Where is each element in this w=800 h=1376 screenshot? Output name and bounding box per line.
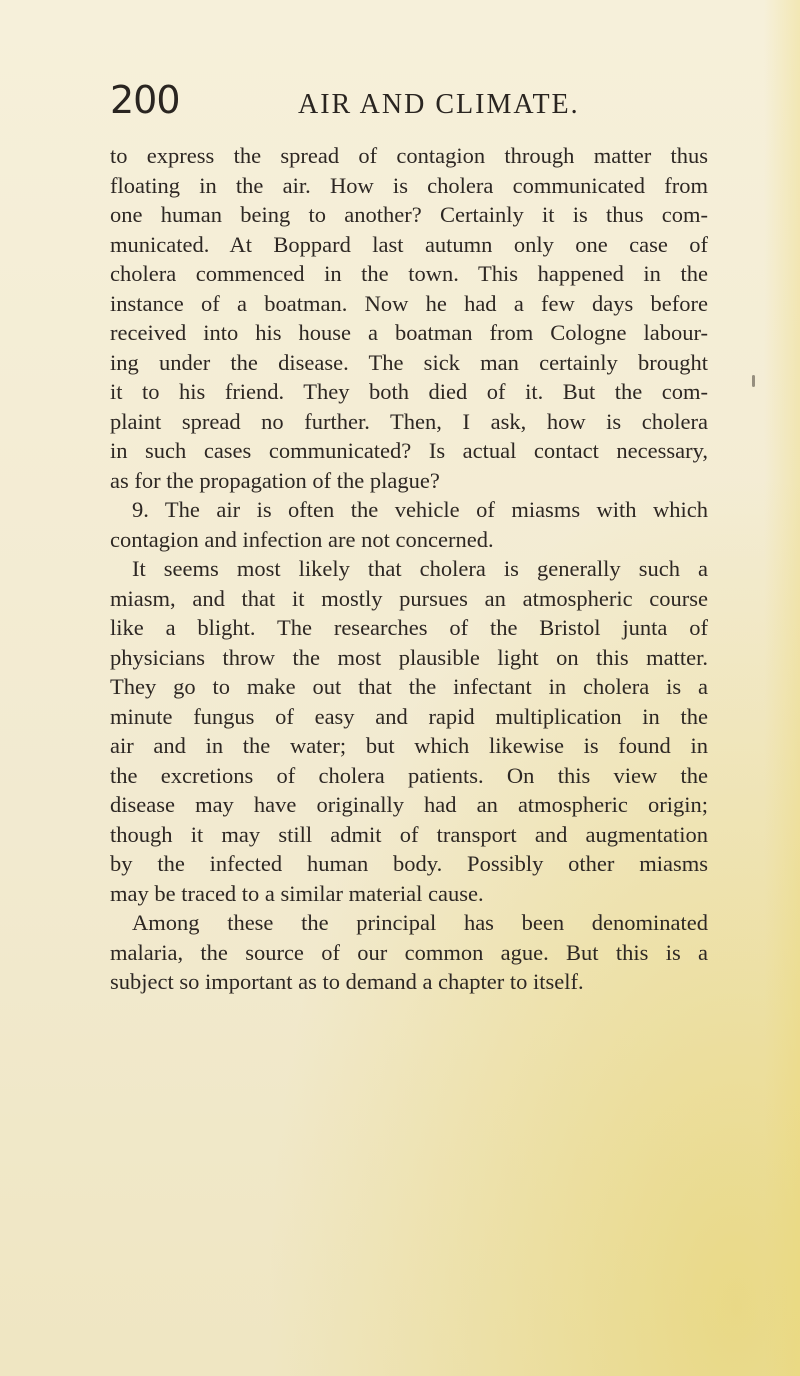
text-line: to express the spread of contagion through matter thus xyxy=(110,143,708,168)
text-line: minute fungus of easy and rapid multiplication in the xyxy=(110,703,708,729)
running-title: AIR AND CLIMATE. xyxy=(298,89,580,120)
text-line: disease may have originally had an atmospheric origin; xyxy=(110,792,708,817)
text-line: though it may still admit of transport and augmentation xyxy=(110,821,708,847)
text-line: malaria, the source of our common ague. But this is a xyxy=(110,939,708,965)
text-line: like a blight. The researches of the Bristol junta of xyxy=(110,615,708,640)
text-line: by the infected human body. Possibly other miasms xyxy=(110,851,708,876)
text-line: They go to make out that the infectant in cholera is a xyxy=(110,674,708,699)
text-line: air and in the water; but which likewise is found in xyxy=(110,733,708,758)
text-line: physicians throw the most plausible light on this matter. xyxy=(110,644,708,670)
text-line: miasm, and that it mostly pursues an atmospheric course xyxy=(110,585,708,611)
running-head xyxy=(110,80,710,128)
page-number: 200 xyxy=(110,78,180,122)
text-line: contagion and infection are not concerned. xyxy=(110,526,494,552)
text-line: the excretions of cholera patients. On this view the xyxy=(110,762,708,788)
text-line: municated. At Boppard last autumn only one case of xyxy=(110,231,708,257)
text-line: Among these the principal has been denominated xyxy=(132,910,708,935)
page-edge-discoloration xyxy=(764,0,800,1376)
text-line: floating in the air. How is cholera communicated from xyxy=(110,172,708,198)
text-line: may be traced to a similar material cause. xyxy=(110,880,484,906)
text-line: one human being to another? Certainly it is thus com- xyxy=(110,202,708,227)
text-line: 9. The air is often the vehicle of miasms with which xyxy=(132,497,708,522)
text-line: received into his house a boatman from Cologne labour- xyxy=(110,320,708,345)
body-text xyxy=(110,141,708,997)
text-line: subject so important as to demand a chapter to itself. xyxy=(110,969,584,994)
text-line: as for the propagation of the plague? xyxy=(110,467,440,493)
print-speck xyxy=(752,375,755,387)
text-line: ing under the disease. The sick man certainly brought xyxy=(110,349,708,375)
text-line: It seems most likely that cholera is generally such a xyxy=(132,556,708,581)
text-line: in such cases communicated? Is actual contact necessary, xyxy=(110,438,708,463)
text-line: cholera commenced in the town. This happened in the xyxy=(110,261,708,286)
text-line: instance of a boatman. Now he had a few days before xyxy=(110,290,708,316)
text-line: it to his friend. They both died of it. But the com- xyxy=(110,379,708,404)
text-line: plaint spread no further. Then, I ask, how is cholera xyxy=(110,408,708,434)
